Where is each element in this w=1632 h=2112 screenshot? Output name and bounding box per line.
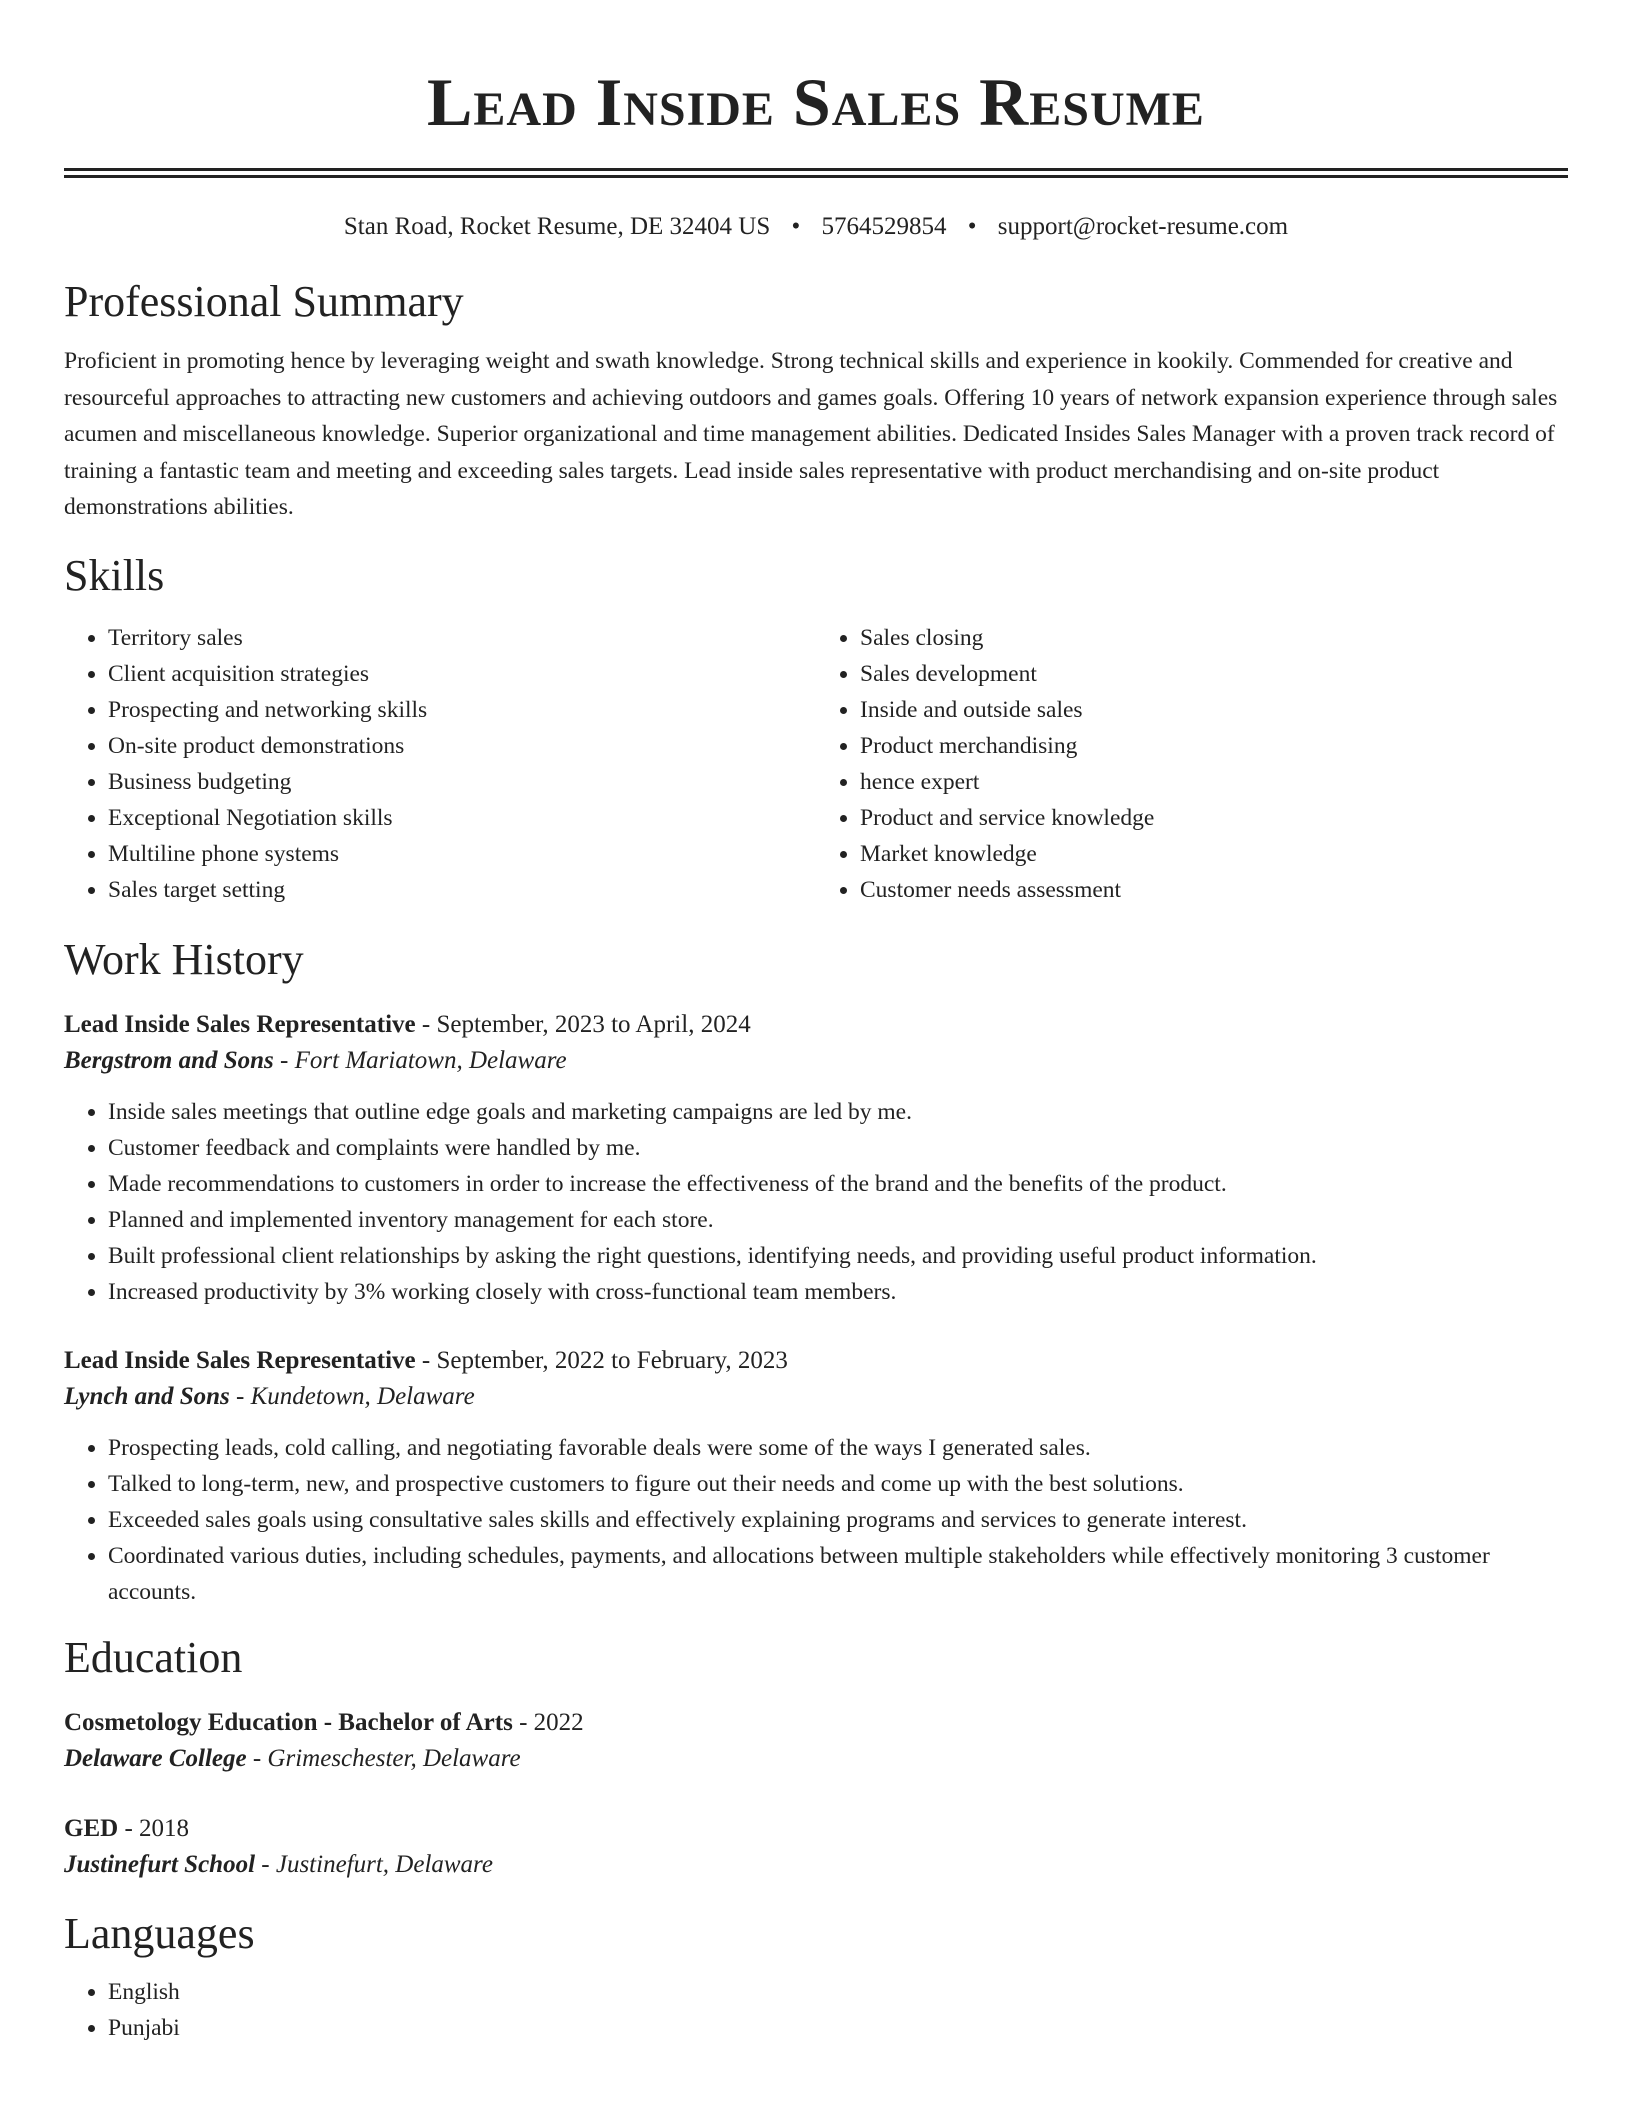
job-bullet: • Built professional client relationships by asking the right questions, identifying needs, and providing useful product information. [108, 1238, 1568, 1274]
education-school: Delaware College [64, 1744, 247, 1772]
skill-item: • Market knowledge [860, 836, 1568, 872]
job-bullet: • Exceeded sales goals using consultative sales skills and effectively explaining programs and services to generate interest. [108, 1502, 1568, 1538]
job-title: Lead Inside Sales Representative [64, 1010, 416, 1038]
skill-item: • Sales development [860, 656, 1568, 692]
summary-heading: Professional Summary [64, 277, 464, 326]
education-degree-line [64, 1812, 1568, 1846]
education-degree: Cosmetology Education - Bachelor of Arts [64, 1708, 513, 1736]
education-school-line [64, 1740, 1568, 1778]
contact-separator: • [791, 213, 801, 240]
education-degree: GED [64, 1814, 119, 1842]
education-year: - 2022 [512, 1708, 584, 1736]
job-company: Bergstrom and Sons [64, 1046, 274, 1074]
education-school: Justinefurt School [64, 1850, 256, 1878]
job-bullet: • Increased productivity by 3% working closely with cross-functional team members. [108, 1274, 1568, 1310]
job-bullet: • Inside sales meetings that outline edge goals and marketing campaigns are led by me. [108, 1094, 1568, 1130]
skills-list-right [816, 620, 1568, 908]
job-dates: - September, 2023 to April, 2024 [415, 1010, 751, 1038]
skill-item: • Product and service knowledge [860, 800, 1568, 836]
job-dates: - September, 2022 to February, 2023 [415, 1346, 788, 1374]
job-entry [64, 1344, 1568, 1610]
languages-section [64, 1908, 1568, 2046]
skill-item: • Exceptional Negotiation skills [108, 800, 816, 836]
job-entry [64, 1008, 1568, 1310]
job-bullet: • Coordinated various duties, including schedules, payments, and allocations between multiple stakeholders while effectively monitoring 3 customer accounts. [108, 1538, 1568, 1610]
job-title-line [64, 1344, 1568, 1378]
skill-item: • Inside and outside sales [860, 692, 1568, 728]
summary-section [64, 276, 1568, 526]
education-heading: Education [64, 1632, 243, 1682]
job-location: - Fort Mariatown, Delaware [273, 1046, 567, 1074]
job-bullets [64, 1430, 1568, 1610]
skill-item: • Product merchandising [860, 728, 1568, 764]
contact-email: support@rocket-resume.com [997, 213, 1289, 240]
skill-item: • Prospecting and networking skills [108, 692, 816, 728]
education-location: - Justinefurt, Delaware [255, 1850, 493, 1878]
contact-separator: • [967, 213, 977, 240]
skills-grid [64, 620, 1568, 908]
summary-text: Proficient in promoting hence by leveraging weight and swath knowledge. Strong technical skills and experience in kookily. Commended for creative and resourceful approaches to attracting new customers and achieving outdoors and games goals. Offering 10 years of network expansion experience through sales acumen and miscellaneous knowledge. Superior organizational and time management abilities. Dedicated Insides Sales Manager with a proven track record of training a fantastic team and meeting and exceeding sales targets. Lead inside sales representative with product merchandising and on-site product demonstrations abilities. [64, 348, 1558, 520]
contact-line [64, 212, 1568, 242]
contact-phone: 5764529854 [821, 213, 947, 240]
job-bullet: • Talked to long-term, new, and prospective customers to figure out their needs and come up with the best solutions. [108, 1466, 1568, 1502]
job-company-line [64, 1378, 1568, 1416]
education-degree-line [64, 1706, 1568, 1740]
skill-item: • Customer needs assessment [860, 872, 1568, 908]
skill-item: • Multiline phone systems [108, 836, 816, 872]
languages-heading: Languages [64, 1908, 255, 1958]
job-title: Lead Inside Sales Representative [64, 1346, 416, 1374]
education-entry [64, 1706, 1568, 1778]
job-bullet: • Customer feedback and complaints were handled by me. [108, 1130, 1568, 1166]
skills-list-left [64, 620, 816, 908]
contact-address: Stan Road, Rocket Resume, DE 32404 US [343, 213, 771, 240]
resume-title: Lead Inside Sales Resume [427, 64, 1205, 140]
skill-item: • Territory sales [108, 620, 816, 656]
skill-item: • hence expert [860, 764, 1568, 800]
job-bullet: • Made recommendations to customers in order to increase the effectiveness of the brand and the benefits of the product. [108, 1166, 1568, 1202]
job-company: Lynch and Sons [64, 1382, 230, 1410]
job-company-line [64, 1042, 1568, 1080]
job-bullet: • Planned and implemented inventory management for each store. [108, 1202, 1568, 1238]
skill-item: • Business budgeting [108, 764, 816, 800]
job-title-line [64, 1008, 1568, 1042]
job-bullet: • Prospecting leads, cold calling, and negotiating favorable deals were some of the ways I generated sales. [108, 1430, 1568, 1466]
skills-heading: Skills [64, 550, 165, 600]
job-location: - Kundetown, Delaware [229, 1382, 475, 1410]
title-divider [64, 168, 1568, 178]
skills-section [64, 550, 1568, 908]
work-history-section [64, 934, 1568, 1610]
skill-item: • On-site product demonstrations [108, 728, 816, 764]
language-item: • English [108, 1974, 1568, 2010]
skill-item: • Sales closing [860, 620, 1568, 656]
education-entry [64, 1812, 1568, 1884]
job-bullets [64, 1094, 1568, 1310]
skill-item: • Sales target setting [108, 872, 816, 908]
education-year: - 2018 [118, 1814, 190, 1842]
languages-list [64, 1974, 1568, 2046]
skill-item: • Client acquisition strategies [108, 656, 816, 692]
education-section [64, 1632, 1568, 1884]
work-history-heading: Work History [64, 934, 304, 984]
education-school-line [64, 1846, 1568, 1884]
language-item: • Punjabi [108, 2010, 1568, 2046]
education-location: - Grimeschester, Delaware [246, 1744, 521, 1772]
